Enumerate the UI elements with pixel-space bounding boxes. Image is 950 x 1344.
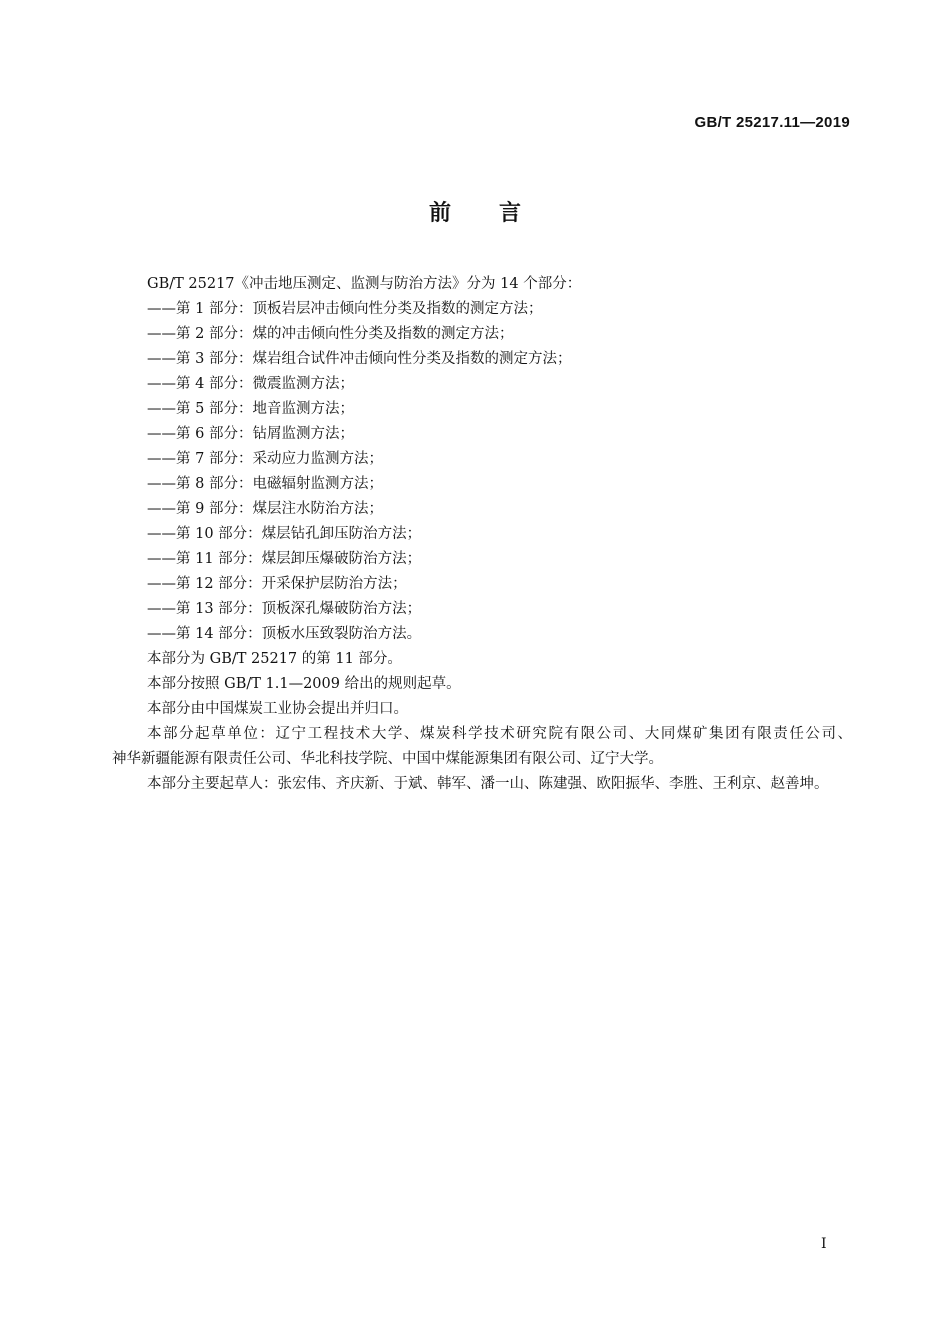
part-list-item: ——第 2 部分：煤的冲击倾向性分类及指数的测定方法；: [147, 326, 514, 342]
part-list-item: ——第 9 部分：煤层注水防治方法；: [147, 501, 383, 517]
page-title: 前言: [428, 201, 569, 226]
part-list-item: ——第 14 部分：顶板水压致裂防治方法。: [147, 626, 422, 642]
proposed-by-statement: 本部分由中国煤炭工业协会提出并归口。: [147, 701, 408, 717]
part-list-item: ——第 5 部分：地音监测方法；: [147, 401, 354, 417]
intro-text: GB/T 25217《冲击地压测定、监测与防治方法》分为 14 个部分：: [147, 276, 582, 292]
part-list-item: ——第 4 部分：微震监测方法；: [147, 376, 354, 392]
part-list-item: ——第 11 部分：煤层卸压爆破防治方法；: [147, 551, 422, 567]
page-number: I: [821, 1236, 827, 1252]
part-list-item: ——第 3 部分：煤岩组合试件冲击倾向性分类及指数的测定方法；: [147, 351, 572, 367]
part-list-item: ——第 10 部分：煤层钻孔卸压防治方法；: [147, 526, 422, 542]
drafting-rules-statement: 本部分按照 GB/T 1.1—2009 给出的规则起草。: [147, 676, 461, 692]
parts-list: [112, 297, 852, 647]
standard-number: GB/T 25217.11—2019: [694, 114, 850, 131]
part-list-item: ——第 12 部分：开采保护层防治方法；: [147, 576, 407, 592]
part-of-statement: 本部分为 GB/T 25217 的第 11 部分。: [147, 651, 402, 667]
part-list-item: ——第 7 部分：采动应力监测方法；: [147, 451, 383, 467]
drafters-statement: 本部分主要起草人：张宏伟、齐庆新、于斌、韩军、潘一山、陈建强、欧阳振华、李胜、王利京、赵善坤。: [147, 776, 829, 792]
part-list-item: ——第 8 部分：电磁辐射监测方法；: [147, 476, 383, 492]
part-list-item: ——第 13 部分：顶板深孔爆破防治方法；: [147, 601, 422, 617]
foreword-body: [112, 272, 852, 797]
drafting-units-line2: 神华新疆能源有限责任公司、华北科技学院、中国中煤能源集团有限公司、辽宁大学。: [112, 751, 663, 767]
part-list-item: ——第 6 部分：钻屑监测方法；: [147, 426, 354, 442]
drafting-units-line1: 本部分起草单位：辽宁工程技术大学、煤炭科学技术研究院有限公司、大同煤矿集团有限责任公司、: [147, 726, 852, 742]
part-list-item: ——第 1 部分：顶板岩层冲击倾向性分类及指数的测定方法；: [147, 301, 543, 317]
